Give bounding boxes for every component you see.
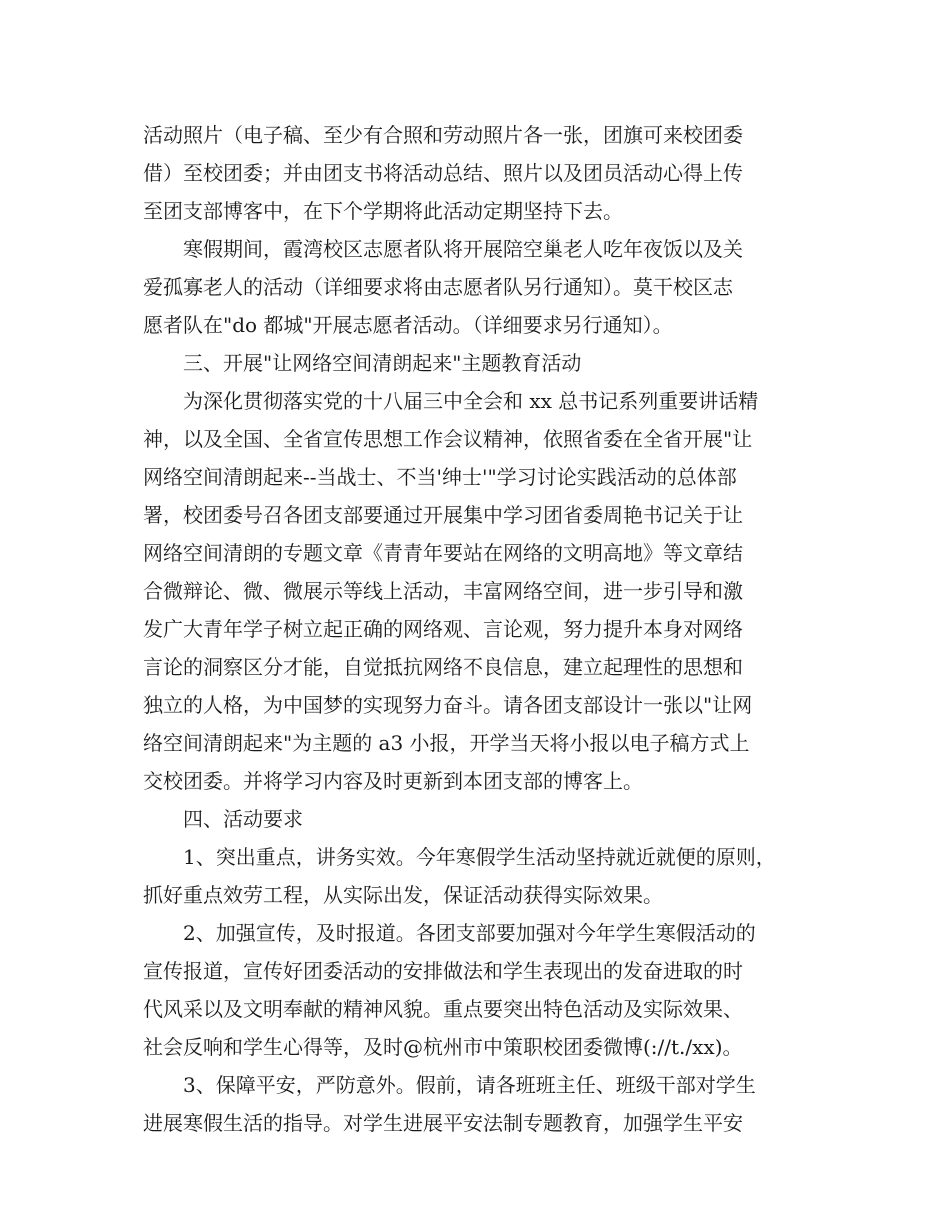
body-line: 2、加强宣传，及时报道。各团支部要加强对今年学生寒假活动的 (183, 921, 756, 945)
body-line: 为深化贯彻落实党的十八届三中全会和 xx 总书记系列重要讲话精 (183, 389, 759, 413)
body-line: 独立的人格，为中国梦的实现努力奋斗。请各团支部设计一张以"让网 (143, 693, 753, 717)
body-line: 署，校团委号召各团支部要通过开展集中学习团省委周艳书记关于让 (143, 503, 743, 527)
body-line: 言论的洞察区分才能，自觉抵抗网络不良信息，建立起理性的思想和 (143, 655, 743, 679)
body-line: 至团支部博客中，在下个学期将此活动定期坚持下去。 (143, 199, 623, 223)
body-line: 网络空间清朗起来--当战士、不当'绅士'"学习讨论实践活动的总体部 (143, 465, 737, 489)
body-line: 借）至校团委；并由团支书将活动总结、照片以及团员活动心得上传 (143, 161, 743, 185)
body-line: 愿者队在"do 都城"开展志愿者活动。（详细要求另行通知）。 (143, 313, 673, 337)
body-line: 宣传报道，宣传好团委活动的安排做法和学生表现出的发奋进取的时 (143, 959, 743, 983)
body-line: 络空间清朗起来"为主题的 a3 小报，开学当天将小报以电子稿方式上 (143, 731, 750, 755)
body-line: 3、保障平安，严防意外。假前，请各班班主任、班级干部对学生 (183, 1073, 756, 1097)
body-line: 代风采以及文明奉献的精神风貌。重点要突出特色活动及实际效果、 (143, 997, 743, 1021)
section-heading: 四、活动要求 (183, 807, 303, 831)
body-line: 活动照片（电子稿、至少有合照和劳动照片各一张，团旗可来校团委 (143, 123, 743, 147)
body-line: 合微辩论、微、微展示等线上活动，丰富网络空间，进一步引导和激 (143, 579, 743, 603)
body-line: 交校团委。并将学习内容及时更新到本团支部的博客上。 (143, 769, 643, 793)
body-line: 寒假期间，霞湾校区志愿者队将开展陪空巢老人吃年夜饭以及关 (183, 237, 743, 261)
body-line: 进展寒假生活的指导。对学生进展平安法制专题教育，加强学生平安 (143, 1111, 743, 1135)
body-line: 神，以及全国、全省宣传思想工作会议精神，依照省委在全省开展"让 (143, 427, 753, 451)
section-heading: 三、开展"让网络空间清朗起来"主题教育活动 (183, 351, 582, 375)
body-line: 抓好重点效劳工程，从实际出发，保证活动获得实际效果。 (143, 883, 663, 907)
body-line: 网络空间清朗的专题文章《青青年要站在网络的文明高地》等文章结 (143, 541, 743, 565)
document-body (143, 116, 843, 1142)
body-line: 1、突出重点，讲务实效。今年寒假学生活动坚持就近就便的原则， (183, 845, 776, 869)
body-line: 社会反响和学生心得等，及时@杭州市中策职校团委微博(://t./xx)。 (143, 1035, 743, 1059)
body-line: 爱孤寡老人的活动（详细要求将由志愿者队另行通知）。莫干校区志 (143, 275, 733, 299)
body-line: 发广大青年学子树立起正确的网络观、言论观，努力提升本身对网络 (143, 617, 743, 641)
